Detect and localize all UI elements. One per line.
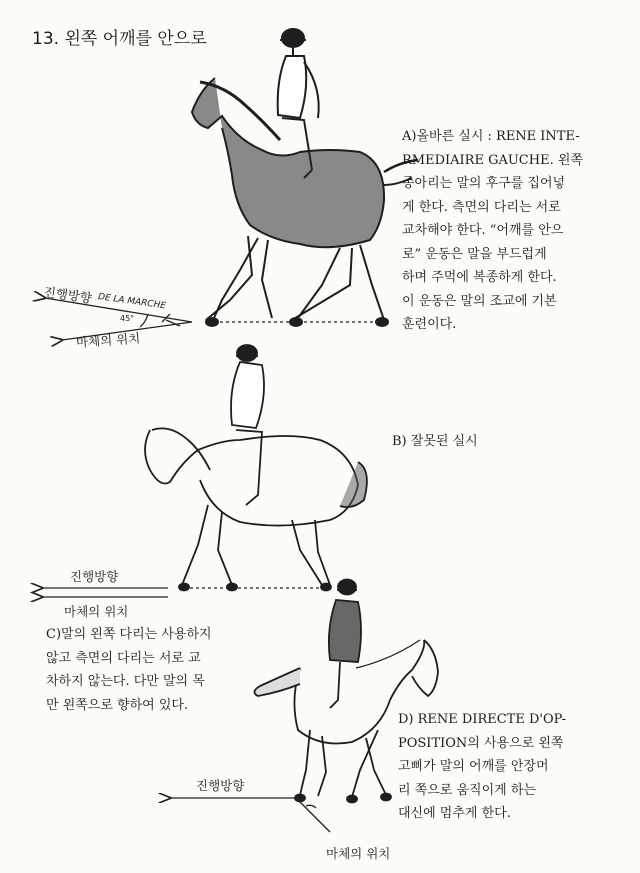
section-c-line: 차하지 않는다. 다만 말의 목 xyxy=(46,674,205,689)
section-b-caption: B) 잘못된 실시 xyxy=(392,434,478,449)
section-d-line: 고삐가 말의 어깨를 안장머 xyxy=(398,759,549,774)
figure-a-sketch-label: DE LA MARCHE xyxy=(97,292,167,312)
section-a-line: 종아리는 말의 후구를 집어넣 xyxy=(402,176,566,191)
section-a-line: 훈련이다. xyxy=(402,317,457,332)
section-d-text xyxy=(398,708,600,826)
figure-b-direction-label: 진행방향 xyxy=(70,569,119,584)
figure-a-horse-rider xyxy=(192,29,418,326)
figure-b-position-label: 마체의 위치 xyxy=(64,604,129,619)
section-a-line: 로” 운동은 말을 부드럽게 xyxy=(402,246,547,262)
section-a-line: A)올바른 실시 : RENE INTE- xyxy=(402,129,580,144)
figure-d-direction-label: 진행방향 xyxy=(196,778,245,793)
figure-a-direction-label: 진행방향 xyxy=(42,284,93,306)
figure-b-horse-rider xyxy=(145,345,367,591)
section-c-text xyxy=(46,623,256,717)
figure-a-angle-label: 45° xyxy=(120,314,135,323)
section-d-line: D) RENE DIRECTE D'OP- xyxy=(398,712,567,727)
section-d-line: POSITION의 사용으로 왼쪽 xyxy=(398,735,564,751)
page-title: 13. 왼쪽 어깨를 안으로 xyxy=(32,29,207,49)
section-a-line: 게 한다. 측면의 다리는 서로 xyxy=(402,199,561,215)
section-d-line: 대신에 멈추게 한다. xyxy=(398,806,511,821)
section-a-line: 이 운동은 말의 조교에 기본 xyxy=(402,293,557,309)
section-c-line: 만 왼쪽으로 향하여 있다. xyxy=(46,697,189,713)
section-a-text xyxy=(402,125,604,337)
section-c-line: 않고 측면의 다리는 서로 교 xyxy=(46,650,201,666)
figure-d-direction-lines xyxy=(170,798,330,832)
section-a-line: 하며 주먹에 복종하게 한다. xyxy=(402,270,557,285)
section-d-line: 리 쪽으로 움직이게 하는 xyxy=(398,782,536,798)
section-a-line: RMEDIAIRE GAUCHE. 왼쪽 xyxy=(402,152,583,168)
figure-d-position-label: 마체의 위치 xyxy=(326,846,391,861)
section-c-line: C)말의 왼쪽 다리는 사용하지 xyxy=(46,627,212,642)
section-a-line: 교차해야 한다. “어깨를 안으 xyxy=(402,223,564,238)
figure-a-position-label: 마체의 위치 xyxy=(75,330,141,350)
